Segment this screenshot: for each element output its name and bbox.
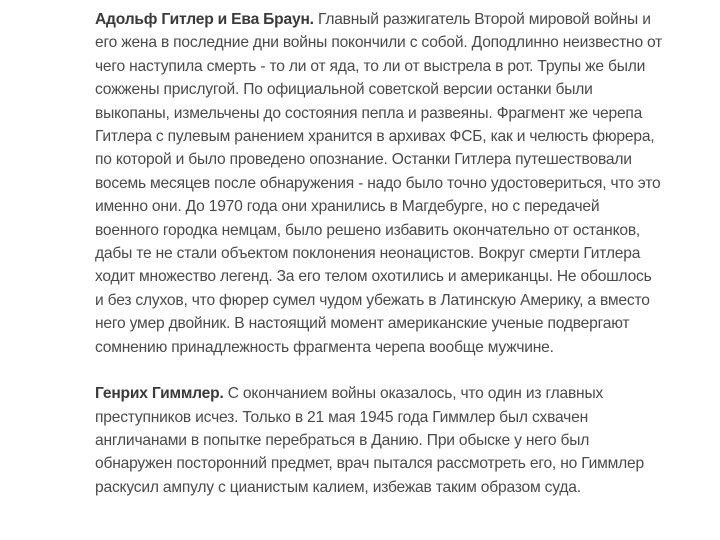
paragraph-line: него умер двойник. В настоящий момент американские ученые подвергают (95, 315, 630, 333)
paragraph-first-line (95, 382, 604, 405)
paragraph-first-line-text: Главный разжигатель Второй мировой войны и (313, 11, 651, 28)
paragraph-line: по которой и было проведено опознание. Останки Гитлера путешествовали (95, 151, 632, 169)
paragraph-line: раскусил ампулу с цианистым калием, избежав таким образом суда. (95, 478, 581, 496)
paragraph-first-line-text: С окончанием войны оказалось, что один из главных (223, 385, 604, 403)
paragraph-line: сожжены прислугой. По официальной советской версии останки были (95, 81, 593, 99)
paragraph-lead: Генрих Гиммлер. (95, 385, 224, 403)
paragraph-first-line (95, 8, 651, 31)
paragraph-line: обнаружен посторонний предмет, врач пытался рассмотреть его, но Гиммлер (95, 455, 644, 473)
paragraph-line: именно они. До 1970 года они хранились в Магдебурге, но с передачей (95, 198, 600, 216)
paragraph-line: его жена в последние дни войны покончили с собой. Доподлинно неизвестно от (95, 34, 663, 52)
paragraph-line: Гитлера с пулевым ранением хранится в архивах ФСБ, как и челюсть фюрера, (95, 128, 655, 146)
paragraph-line: дабы те не стали объектом поклонения неонацистов. Вокруг смерти Гитлера (95, 245, 641, 263)
paragraph-himmler (95, 382, 644, 499)
paragraph-line: англичанами в попытке перебраться в Данию. При обыске у него был (95, 431, 590, 449)
paragraph-lead: Адольф Гитлер и Ева Браун. (95, 11, 314, 28)
paragraph-line: и без слухов, что фюрер сумел чудом убежать в Латинскую Америку, а вместо (95, 291, 650, 309)
article-text (95, 8, 663, 499)
paragraph-line: ходит множество легенд. За его телом охотились и американцы. Не обошлось (95, 268, 652, 286)
paragraph-line: выкопаны, измельчены до состояния пепла и развеяны. Фрагмент же черепа (95, 104, 643, 122)
paragraph-line: чего наступила смерть - то ли от яда, то ли от выстрела в рот. Трупы же были (95, 57, 646, 75)
paragraph-line: сомнению принадлежность фрагмента черепа вообще мужчине. (95, 338, 554, 356)
paragraph-line: восемь месяцев после обнаружения - надо было точно удостовериться, что это (95, 174, 661, 192)
paragraph-line: преступников исчез. Только в 21 мая 1945 года Гиммлер был схвачен (95, 408, 588, 426)
paragraph-hitler-braun (95, 8, 663, 359)
paragraph-line: военного городка немцам, было решено избавить окончательно от останков, (95, 221, 641, 239)
